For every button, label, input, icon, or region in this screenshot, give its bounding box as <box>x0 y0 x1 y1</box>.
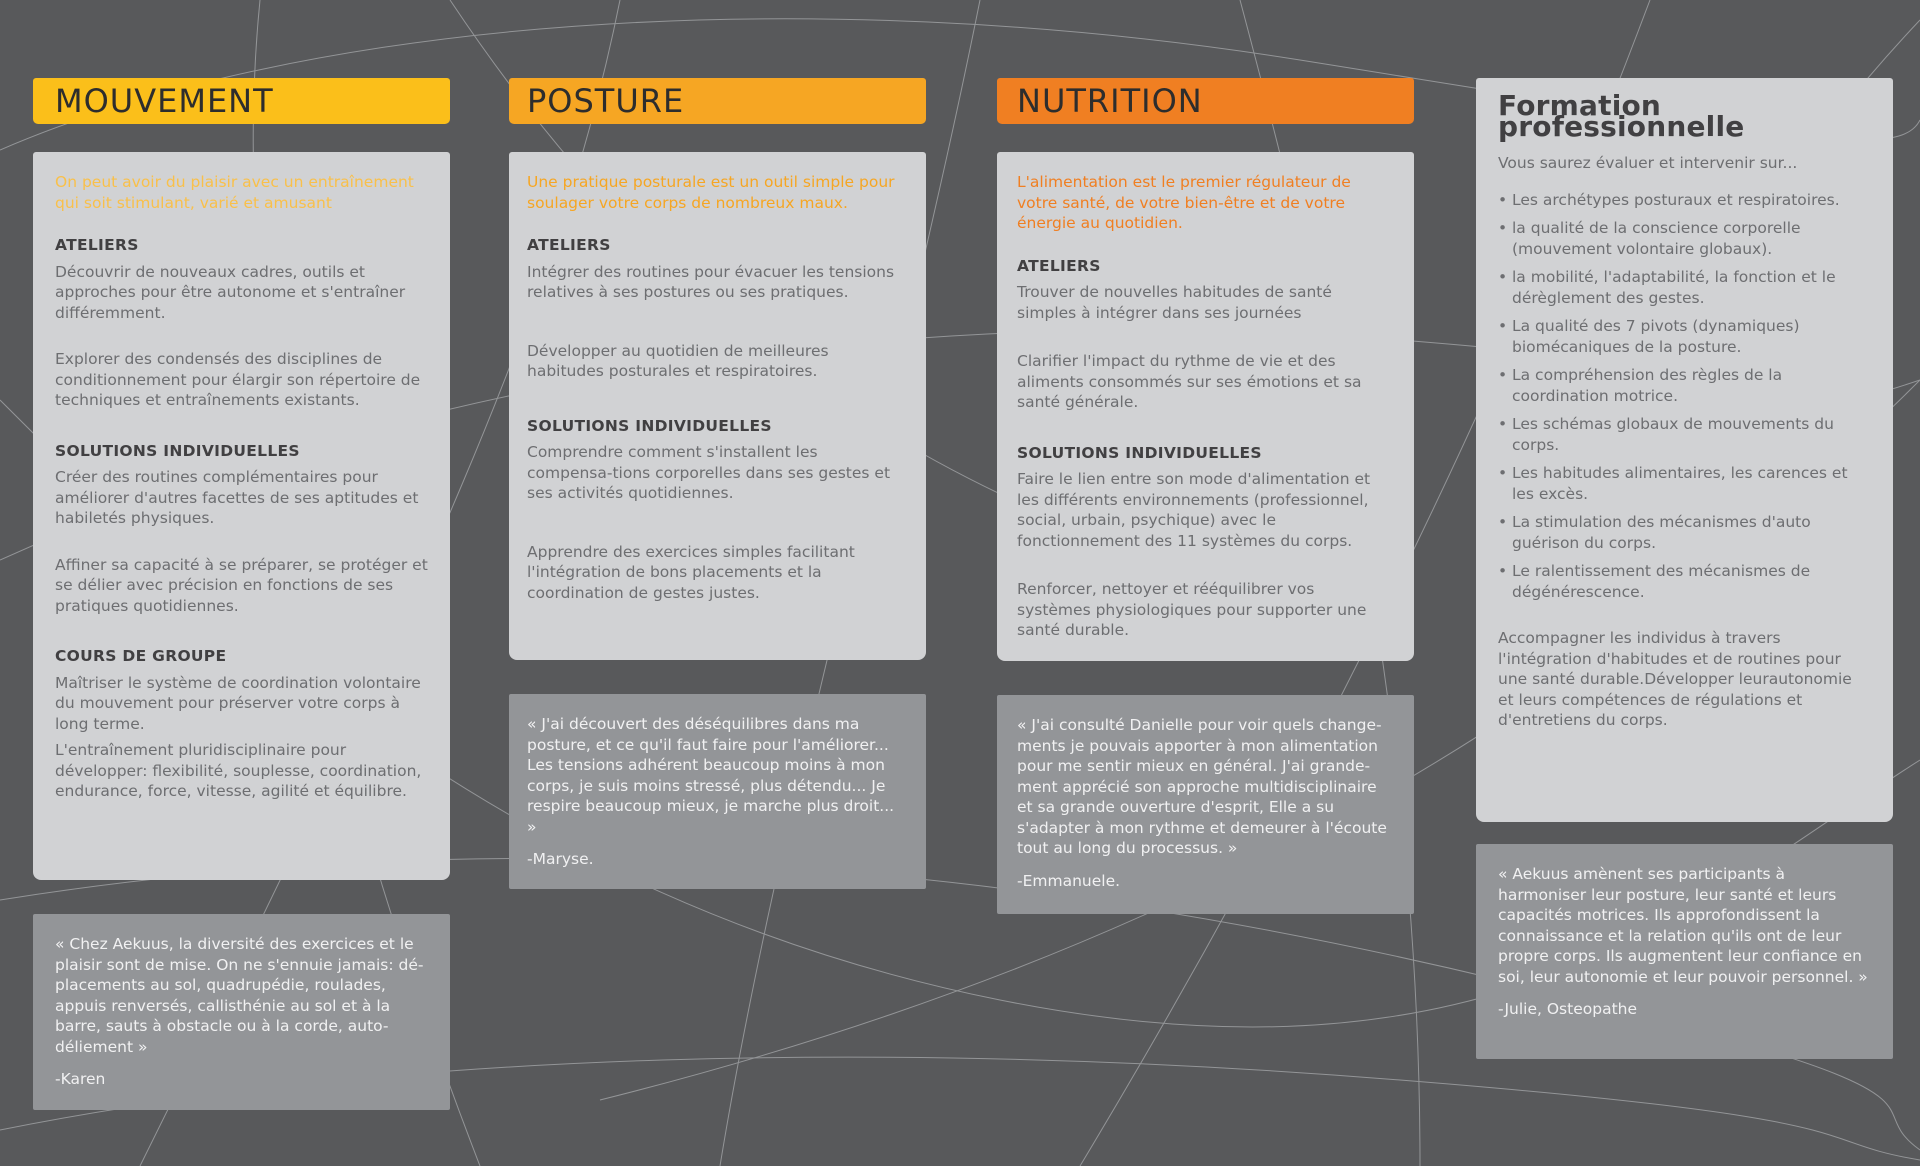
mouvement-solutions-item: Affiner sa capacité à se préparer, se protéger et se délier avec précision en fonctions de ses pratiques quotidiennes. <box>55 555 428 615</box>
formation-list-item: • Les schémas globaux de mouvements du corps. <box>1498 414 1871 455</box>
posture-title-bar <box>509 78 926 124</box>
formation-testimonial <box>1476 844 1893 1059</box>
mouvement-card <box>33 152 450 880</box>
formation-card <box>1476 78 1893 822</box>
mouvement-title-bar <box>33 78 450 124</box>
posture-column <box>509 78 926 889</box>
mouvement-title: MOUVEMENT <box>55 82 274 120</box>
nutrition-testimonial <box>997 695 1414 914</box>
posture-solutions-item: Apprendre des exercices simples facilitant l'intégration de bons placements et la coordination de gestes justes. <box>527 542 855 602</box>
mouvement-solutions-heading: SOLUTIONS INDIVIDUELLES <box>55 441 300 460</box>
formation-list-item: • Le ralentissement des mécanismes de dégénérescence. <box>1498 561 1871 602</box>
mouvement-cours-item: L'entraînement pluridisciplinaire pour développer: flexibilité, souplesse, coordination, endurance, force, vitesse, agilité et équilibre. <box>55 741 422 800</box>
nutrition-column <box>997 78 1414 914</box>
posture-ateliers-heading: ATELIERS <box>527 236 611 254</box>
testimonial-text: « Aekuus amènent ses participants à harmoniser leur posture, leur santé et leurs capacités motrices. Ils approfondissent la connaissance et la relation qu'ils ont de leur propre corps. Ils augmentent leur confiance en soi, leur autonomie et leur pouvoir personnel. » <box>1498 865 1868 986</box>
formation-list-item: • Les habitudes alimentaires, les carences et les excès. <box>1498 463 1871 504</box>
mouvement-testimonial <box>33 914 450 1110</box>
mouvement-cours-item: Maîtriser le système de coordination volontaire du mouvement pour préserver votre corps à long terme. <box>55 673 421 733</box>
mouvement-ateliers-item: Découvrir de nouveaux cadres, outils et approches pour être autonome et s'entraîner différemment. <box>55 262 406 322</box>
posture-testimonial <box>509 694 926 889</box>
nutrition-title: NUTRITION <box>1017 82 1203 120</box>
mouvement-ateliers-heading: ATELIERS <box>55 236 139 254</box>
mouvement-solutions-item: Créer des routines complémentaires pour améliorer d'autres facettes de ses aptitudes et habiletés physiques. <box>55 468 419 527</box>
nutrition-ateliers-heading: ATELIERS <box>1017 256 1101 275</box>
formation-list-item: • La qualité des 7 pivots (dynamiques) biomécaniques de la posture. <box>1498 316 1871 357</box>
formation-list <box>1498 190 1871 603</box>
posture-ateliers-item: Intégrer des routines pour évacuer les tensions relatives à ses postures ou ses pratiques. <box>527 262 895 301</box>
formation-list-item: • la qualité de la conscience corporelle (mouvement volontaire globaux). <box>1498 218 1871 259</box>
testimonial-text: « Chez Aekuus, la diversité des exercices et le plaisir sont de mise. On ne s'ennuie jamais: dé-placements au sol, quadrupédie, roulades, appuis renversés, callisthénie au sol et à la barre, sauts à obstacle ou à la corde, auto-déliement » <box>55 935 424 1056</box>
nutrition-ateliers-item: Trouver de nouvelles habitudes de santé simples à intégrer dans ses journées <box>1017 283 1332 322</box>
formation-list-item: • La compréhension des règles de la coordination motrice. <box>1498 365 1871 406</box>
testimonial-author: -Emmanuele. <box>1017 871 1121 890</box>
nutrition-ateliers-item: Clarifier l'impact du rythme de vie et des aliments consommés sur ses émotions et sa santé générale. <box>1017 352 1362 411</box>
posture-card <box>509 152 926 660</box>
nutrition-card <box>997 152 1414 661</box>
posture-ateliers-item: Développer au quotidien de meilleures habitudes posturales et respiratoires. <box>527 341 829 380</box>
testimonial-text: « J'ai découvert des déséquilibres dans ma posture, et ce qu'il faut faire pour l'améliorer... Les tensions adhérent beaucoup moins à mon corps, je suis moins stressé, plus détendu... Je respire beaucoup mieux, je marche plus droit... » <box>527 715 895 836</box>
nutrition-solutions-heading: SOLUTIONS INDIVIDUELLES <box>1017 443 1262 462</box>
nutrition-solutions-item: Faire le lien entre son mode d'alimentation et les différents environnements (professionnel, social, urbain, psychique) avec le fonctionnement des 11 systèmes du corps. <box>1017 470 1371 550</box>
nutrition-title-bar <box>997 78 1414 124</box>
mouvement-cours-heading: COURS DE GROUPE <box>55 647 227 665</box>
posture-solutions-heading: SOLUTIONS INDIVIDUELLES <box>527 416 772 435</box>
posture-title: POSTURE <box>527 82 685 120</box>
formation-list-item: • la mobilité, l'adaptabilité, la fonction et le dérèglement des gestes. <box>1498 267 1871 308</box>
formation-closing: Accompagner les individus à travers l'intégration d'habitudes et de routines pour une santé durable.Développer leurautonomie et leurs compétences de régulations et d'entretiens du corps. <box>1498 629 1852 729</box>
mouvement-intro: On peut avoir du plaisir avec un entraînement qui soit stimulant, varié et amusant <box>55 173 414 212</box>
nutrition-solutions-item: Renforcer, nettoyer et rééquilibrer vos systèmes physiologiques pour supporter une santé durable. <box>1017 580 1367 639</box>
mouvement-column <box>33 78 450 1110</box>
mouvement-ateliers-item: Explorer des condensés des disciplines de conditionnement pour élargir son répertoire de techniques et entraînements existants. <box>55 350 421 409</box>
formation-list-item: • La stimulation des mécanismes d'auto guérison du corps. <box>1498 512 1871 553</box>
nutrition-intro: L'alimentation est le premier régulateur de votre santé, de votre bien-être et de votre énergie au quotidien. <box>1017 173 1351 232</box>
testimonial-author: -Julie, Osteopathe <box>1498 1000 1638 1018</box>
formation-list-item: • Les archétypes posturaux et respiratoires. <box>1498 190 1871 211</box>
testimonial-author: -Karen <box>55 1070 106 1088</box>
formation-title: Formation professionnelle <box>1498 89 1745 143</box>
formation-column <box>1476 78 1893 1059</box>
testimonial-author: -Maryse. <box>527 850 594 868</box>
testimonial-text: « J'ai consulté Danielle pour voir quels change-ments je pouvais apporter à mon alimentation pour me sentir mieux en général. J'ai grande-ment apprécié son approche multidisciplinaire et sa grande ouverture d'esprit, Elle a su s'adapter à mon rythme et demeurer à l'écoute tout au long du processus. » <box>1017 716 1387 857</box>
posture-intro: Une pratique posturale est un outil simple pour soulager votre corps de nombreux maux. <box>527 173 895 212</box>
formation-intro: Vous saurez évaluer et intervenir sur... <box>1498 154 1798 172</box>
posture-solutions-item: Comprendre comment s'installent les compensa-tions corporelles dans ses gestes et ses activités quotidiennes. <box>527 443 891 502</box>
